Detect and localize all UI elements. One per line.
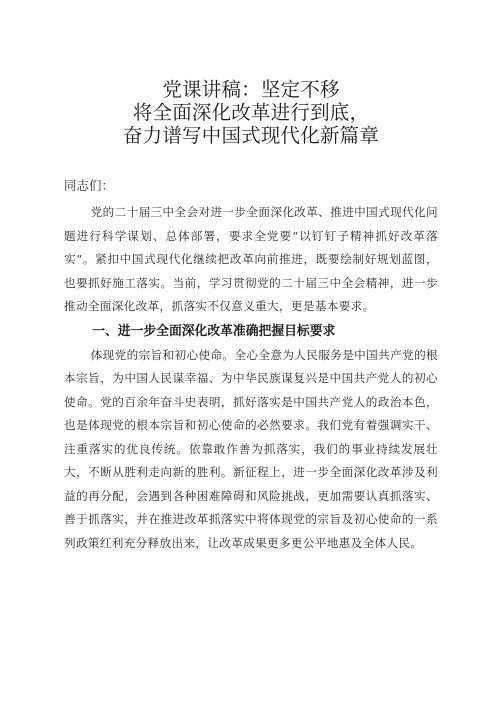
title-line-2: 将全面深化改革进行到底， [132,101,370,124]
document-title [64,78,438,147]
greeting: 同志们： [64,178,115,193]
title-line-1: 党课讲稿：坚定不移 [162,78,340,101]
section-1-heading: 一、进一步全面深化改革准确把握目标要求 [92,323,336,339]
title-line-3: 奋力谱写中国式现代化新篇章 [122,124,380,147]
section-1-paragraph: 体现党的宗旨和初心使命。全心全意为人民服务是中国共产党的根本宗旨，为中国人民谋幸福、为中华民族谋复兴是中国共产党人的初心使命。党的百余年奋斗史表明，抓好落实是中国共产党人的政治本色，也是体现党的根本宗旨和初心使命的必然要求。我们党有着强调实干、注重落实的优良传统。依靠敢作善为抓落实，我们的事业持续发展壮大，不断从胜利走向新的胜利。新征程上，进一步全面深化改革涉及利益的再分配，会遇到各种困难障碍和风险挑战，更加需要认真抓落实、善于抓落实，并在推进改革抓落实中将体现党的宗旨及初心使命的一系列政策红利充分释放出来，让改革成果更多更公平地惠及全体人民。 [64,347,438,550]
intro-paragraph: 党的二十届三中全会对进一步全面深化改革、推进中国式现代化问题进行科学谋划、总体部署，要求全党要“以钉钉子精神抓好改革落实“。紧扣中国式现代化继续把改革向前推进，既要绘制好规划蓝图，也要抓好施工落实。当前，学习贯彻党的二十届三中全会精神，进一步推动全面深化改革，抓落实不仅意义重大，更是基本要求。 [64,205,438,313]
